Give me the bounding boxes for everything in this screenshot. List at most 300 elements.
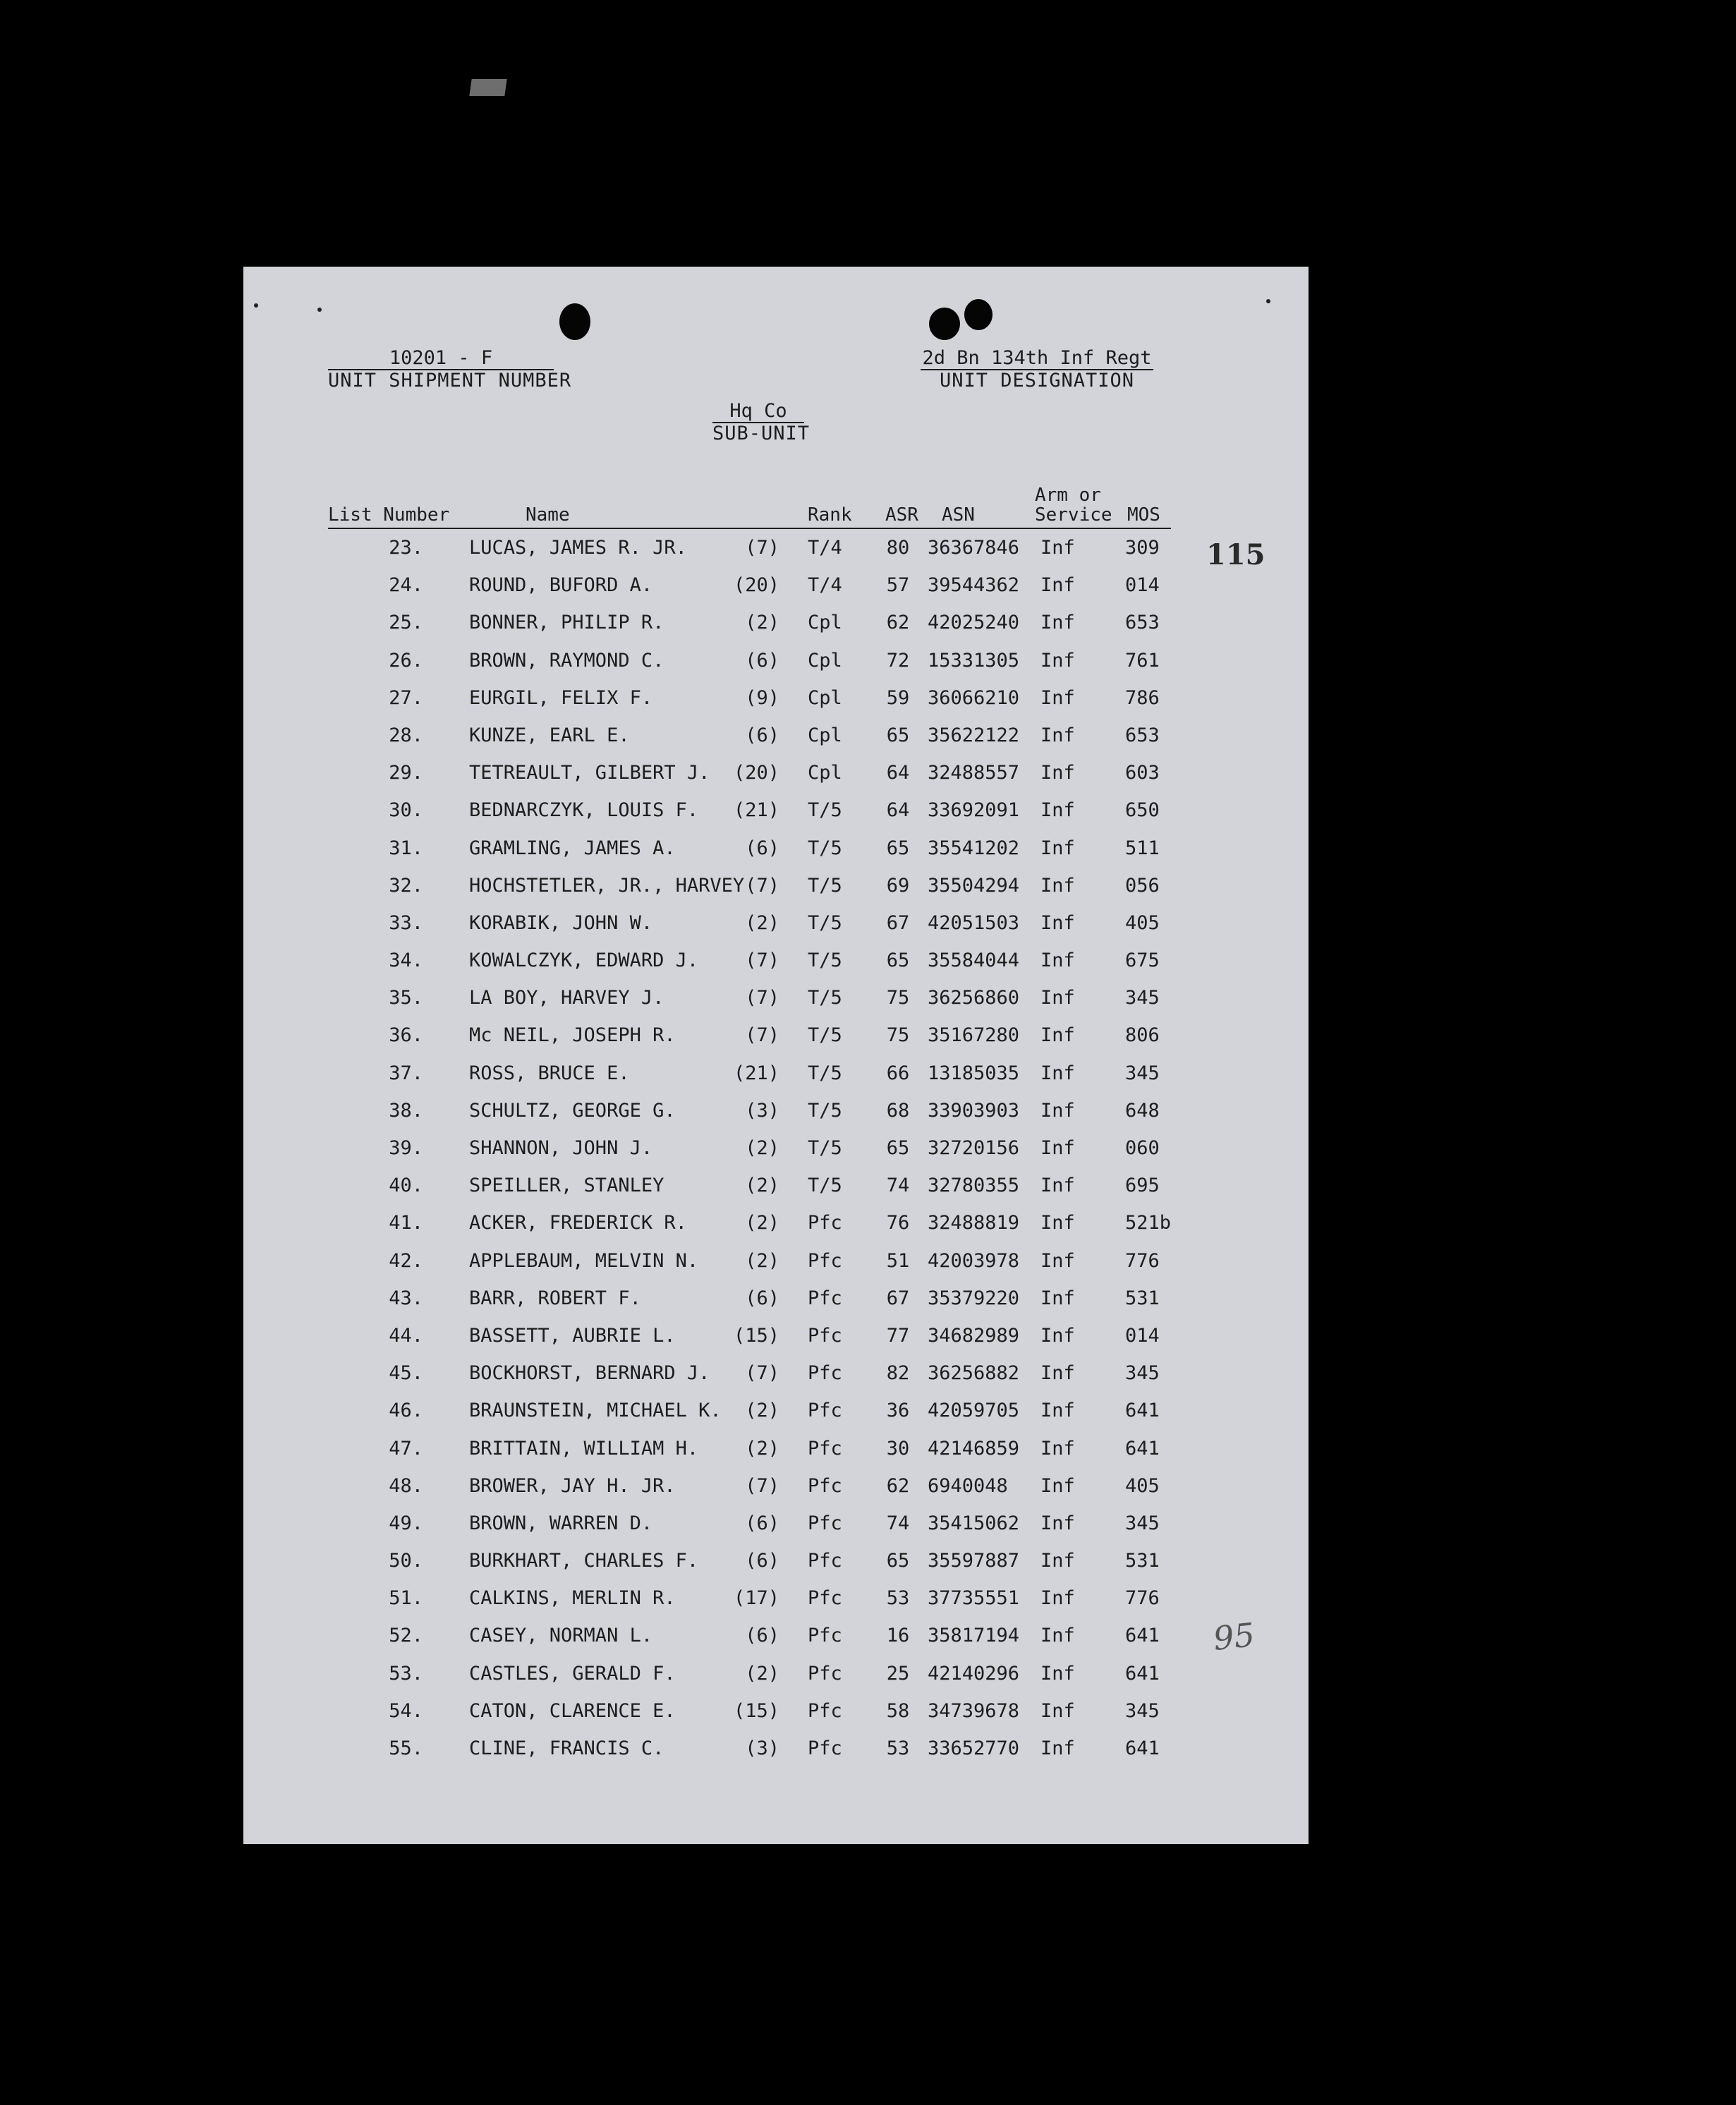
rank: Cpl [808, 612, 842, 634]
mos-code: 695 [1125, 1175, 1160, 1197]
serial-number: 35597887 [928, 1550, 1020, 1572]
mos-code: 531 [1125, 1287, 1160, 1309]
column-arm-line1: Arm or [1035, 485, 1101, 506]
serial-number: 42059705 [928, 1400, 1020, 1422]
list-number: 49. [389, 1512, 423, 1534]
list-number: 42. [389, 1249, 423, 1272]
asr-score: 74 [886, 1512, 910, 1534]
list-number: 43. [389, 1287, 423, 1309]
group-code: (21) [733, 1062, 779, 1084]
table-row [243, 979, 1309, 1017]
soldier-name: BROWER, JAY H. JR. [469, 1474, 676, 1497]
asr-score: 75 [886, 1024, 910, 1047]
asr-score: 66 [886, 1062, 910, 1084]
rank: Pfc [808, 1587, 842, 1610]
rank: T/5 [808, 1024, 842, 1047]
rank: Pfc [808, 1550, 842, 1572]
group-code: (2) [745, 1137, 779, 1159]
mos-code: 345 [1125, 1362, 1160, 1385]
arm-service: Inf [1040, 987, 1075, 1009]
group-code: (2) [745, 1662, 779, 1685]
soldier-name: LA BOY, HARVEY J. [469, 987, 664, 1009]
group-code: (20) [733, 762, 779, 784]
mos-code: 641 [1125, 1662, 1160, 1685]
table-row [243, 1617, 1309, 1654]
soldier-name: CATON, CLARENCE E. [469, 1699, 676, 1722]
rank: T/5 [808, 950, 842, 972]
table-row [243, 1317, 1309, 1354]
table-row [243, 867, 1309, 904]
rank: Pfc [808, 1287, 842, 1309]
serial-number: 36256860 [928, 987, 1020, 1009]
table-row [243, 717, 1309, 754]
serial-number: 32720156 [928, 1137, 1020, 1159]
asr-score: 62 [886, 1474, 910, 1497]
group-code: (2) [745, 1212, 779, 1235]
serial-number: 32488819 [928, 1212, 1020, 1235]
soldier-name: LUCAS, JAMES R. JR. [469, 537, 687, 559]
unit-designation-label: UNIT DESIGNATION [921, 369, 1153, 392]
handwritten-page-number: 95 [1211, 1615, 1257, 1658]
punch-hole-right-1 [929, 308, 960, 340]
soldier-name: BOCKHORST, BERNARD J. [469, 1362, 710, 1385]
arm-service: Inf [1040, 874, 1075, 897]
arm-service: Inf [1040, 1400, 1075, 1422]
speck [254, 303, 258, 308]
arm-service: Inf [1040, 1474, 1075, 1497]
group-code: (2) [745, 612, 779, 634]
arm-service: Inf [1040, 1662, 1075, 1685]
mos-code: 675 [1125, 950, 1160, 972]
list-number: 50. [389, 1550, 423, 1572]
mos-code: 641 [1125, 1625, 1160, 1647]
list-number: 28. [389, 724, 423, 746]
asr-score: 25 [886, 1662, 910, 1685]
serial-number: 35817194 [928, 1625, 1020, 1647]
table-row [243, 1692, 1309, 1730]
asr-score: 62 [886, 612, 910, 634]
asr-score: 69 [886, 874, 910, 897]
soldier-name: BASSETT, AUBRIE L. [469, 1324, 676, 1347]
arm-service: Inf [1040, 1587, 1075, 1610]
unit-designation-block [921, 348, 1153, 392]
list-number: 32. [389, 874, 423, 897]
soldier-name: SHANNON, JOHN J. [469, 1137, 653, 1159]
asr-score: 65 [886, 724, 910, 746]
list-number: 35. [389, 987, 423, 1009]
soldier-name: GRAMLING, JAMES A. [469, 837, 676, 859]
list-number: 24. [389, 574, 423, 597]
group-code: (7) [745, 1474, 779, 1497]
serial-number: 35415062 [928, 1512, 1020, 1534]
list-number: 47. [389, 1437, 423, 1460]
speck [317, 308, 322, 312]
mos-code: 776 [1125, 1249, 1160, 1272]
asr-score: 30 [886, 1437, 910, 1460]
asr-score: 77 [886, 1324, 910, 1347]
speck [1266, 299, 1270, 303]
asr-score: 74 [886, 1175, 910, 1197]
serial-number: 36256882 [928, 1362, 1020, 1385]
sub-unit: Hq Co [729, 400, 787, 422]
serial-number: 35541202 [928, 837, 1020, 859]
rank: Pfc [808, 1249, 842, 1272]
table-row [243, 1467, 1309, 1505]
mos-code: 761 [1125, 649, 1160, 672]
rank: Pfc [808, 1625, 842, 1647]
soldier-name: ACKER, FREDERICK R. [469, 1212, 687, 1235]
table-row [243, 1017, 1309, 1054]
arm-service: Inf [1040, 537, 1075, 559]
arm-service: Inf [1040, 1512, 1075, 1534]
serial-number: 42140296 [928, 1662, 1020, 1685]
rank: Pfc [808, 1362, 842, 1385]
rank: T/5 [808, 1137, 842, 1159]
rank: Cpl [808, 762, 842, 784]
mos-code: 653 [1125, 612, 1160, 634]
list-number: 23. [389, 537, 423, 559]
arm-service: Inf [1040, 837, 1075, 859]
arm-service: Inf [1040, 649, 1075, 672]
group-code: (6) [745, 1287, 779, 1309]
asr-score: 65 [886, 1550, 910, 1572]
group-code: (6) [745, 1512, 779, 1534]
rank: T/5 [808, 799, 842, 822]
soldier-name: BONNER, PHILIP R. [469, 612, 664, 634]
mos-code: 653 [1125, 724, 1160, 746]
soldier-name: KUNZE, EARL E. [469, 724, 630, 746]
table-row [243, 604, 1309, 641]
asr-score: 64 [886, 762, 910, 784]
mos-code: 641 [1125, 1400, 1160, 1422]
table-row [243, 566, 1309, 604]
rank: T/5 [808, 987, 842, 1009]
list-number: 48. [389, 1474, 423, 1497]
group-code: (17) [733, 1587, 779, 1610]
serial-number: 36367846 [928, 537, 1020, 559]
arm-service: Inf [1040, 574, 1075, 597]
asr-score: 53 [886, 1587, 910, 1610]
rank: Cpl [808, 686, 842, 709]
asr-score: 36 [886, 1400, 910, 1422]
serial-number: 36066210 [928, 686, 1020, 709]
soldier-name: BROWN, RAYMOND C. [469, 649, 664, 672]
mos-code: 405 [1125, 911, 1160, 934]
asr-score: 75 [886, 987, 910, 1009]
arm-service: Inf [1040, 799, 1075, 822]
mos-code: 521b [1125, 1212, 1172, 1235]
unit-designation: 2d Bn 134th Inf Regt [922, 347, 1152, 369]
table-row [243, 1242, 1309, 1280]
rank: T/5 [808, 1099, 842, 1122]
table-row [243, 830, 1309, 867]
asr-score: 64 [886, 799, 910, 822]
table-row [243, 1167, 1309, 1204]
soldier-name: CLINE, FRANCIS C. [469, 1737, 664, 1759]
serial-number: 32488557 [928, 762, 1020, 784]
group-code: (3) [745, 1099, 779, 1122]
list-number: 45. [389, 1362, 423, 1385]
asr-score: 65 [886, 837, 910, 859]
arm-service: Inf [1040, 1249, 1075, 1272]
list-number: 36. [389, 1024, 423, 1047]
rank: T/5 [808, 874, 842, 897]
serial-number: 33692091 [928, 799, 1020, 822]
soldier-name: CASEY, NORMAN L. [469, 1625, 653, 1647]
mos-code: 650 [1125, 799, 1160, 822]
soldier-name: CALKINS, MERLIN R. [469, 1587, 676, 1610]
list-number: 54. [389, 1699, 423, 1722]
asr-score: 67 [886, 1287, 910, 1309]
serial-number: 34682989 [928, 1324, 1020, 1347]
list-number: 33. [389, 911, 423, 934]
serial-number: 34739678 [928, 1699, 1020, 1722]
table-row [243, 1280, 1309, 1317]
list-number: 39. [389, 1137, 423, 1159]
group-code: (7) [745, 987, 779, 1009]
arm-service: Inf [1040, 1175, 1075, 1197]
list-number: 34. [389, 950, 423, 972]
list-number: 52. [389, 1625, 423, 1647]
table-row [243, 942, 1309, 979]
soldier-name: KOWALCZYK, EDWARD J. [469, 950, 699, 972]
sub-unit-block [712, 400, 811, 444]
rank: Pfc [808, 1737, 842, 1759]
arm-service: Inf [1040, 1737, 1075, 1759]
rank: Pfc [808, 1662, 842, 1685]
mos-code: 531 [1125, 1550, 1160, 1572]
arm-service: Inf [1040, 1062, 1075, 1084]
mos-code: 786 [1125, 686, 1160, 709]
column-asn: ASN [942, 504, 975, 526]
table-row [243, 1505, 1309, 1542]
serial-number: 35584044 [928, 950, 1020, 972]
mos-code: 014 [1125, 574, 1160, 597]
soldier-name: BURKHART, CHARLES F. [469, 1550, 699, 1572]
rank: Pfc [808, 1699, 842, 1722]
group-code: (7) [745, 1024, 779, 1047]
asr-score: 58 [886, 1699, 910, 1722]
serial-number: 42025240 [928, 612, 1020, 634]
group-code: (2) [745, 1175, 779, 1197]
rank: Pfc [808, 1212, 842, 1235]
rank: T/5 [808, 837, 842, 859]
arm-service: Inf [1040, 762, 1075, 784]
film-tab-mark [469, 79, 506, 96]
group-code: (7) [745, 874, 779, 897]
arm-service: Inf [1040, 1137, 1075, 1159]
rank: Cpl [808, 724, 842, 746]
mos-code: 056 [1125, 874, 1160, 897]
rank: T/5 [808, 911, 842, 934]
table-row [243, 904, 1309, 942]
serial-number: 39544362 [928, 574, 1020, 597]
arm-service: Inf [1040, 950, 1075, 972]
arm-service: Inf [1040, 1024, 1075, 1047]
list-number: 55. [389, 1737, 423, 1759]
table-row [243, 1542, 1309, 1579]
column-asr: ASR [885, 504, 918, 526]
column-name: Name [526, 504, 570, 526]
soldier-name: BRITTAIN, WILLIAM H. [469, 1437, 699, 1460]
soldier-name: BARR, ROBERT F. [469, 1287, 641, 1309]
mos-code: 603 [1125, 762, 1160, 784]
arm-service: Inf [1040, 1324, 1075, 1347]
asr-score: 51 [886, 1249, 910, 1272]
table-row [243, 1730, 1309, 1767]
arm-service: Inf [1040, 1287, 1075, 1309]
table-row [243, 1092, 1309, 1129]
serial-number: 35622122 [928, 724, 1020, 746]
rank: T/4 [808, 574, 842, 597]
punch-hole-right-2 [964, 299, 993, 330]
serial-number: 6940048 [928, 1474, 1008, 1497]
roster-page [243, 267, 1309, 1844]
list-number: 26. [389, 649, 423, 672]
mos-code: 309 [1125, 537, 1160, 559]
column-arm-line2: Service [1035, 504, 1112, 526]
serial-number: 13185035 [928, 1062, 1020, 1084]
unit-shipment-label: UNIT SHIPMENT NUMBER [328, 370, 572, 392]
unit-shipment-number: 10201 - F [389, 347, 493, 369]
serial-number: 35167280 [928, 1024, 1020, 1047]
group-code: (3) [745, 1737, 779, 1759]
soldier-name: SCHULTZ, GEORGE G. [469, 1099, 676, 1122]
group-code: (6) [745, 1550, 779, 1572]
serial-number: 33652770 [928, 1737, 1020, 1759]
serial-number: 42146859 [928, 1437, 1020, 1460]
rank: Pfc [808, 1474, 842, 1497]
soldier-name: BRAUNSTEIN, MICHAEL K. [469, 1400, 722, 1422]
group-code: (15) [733, 1324, 779, 1347]
mos-code: 345 [1125, 987, 1160, 1009]
group-code: (21) [733, 799, 779, 822]
serial-number: 33903903 [928, 1099, 1020, 1122]
soldier-name: BEDNARCZYK, LOUIS F. [469, 799, 699, 822]
list-number: 29. [389, 762, 423, 784]
serial-number: 35504294 [928, 874, 1020, 897]
roster-rows [243, 529, 1309, 1767]
table-row [243, 642, 1309, 679]
sub-unit-label: SUB-UNIT [712, 423, 811, 444]
asr-score: 76 [886, 1212, 910, 1235]
group-code: (6) [745, 724, 779, 746]
serial-number: 35379220 [928, 1287, 1020, 1309]
group-code: (2) [745, 1437, 779, 1460]
rank: Pfc [808, 1400, 842, 1422]
table-row [243, 529, 1309, 566]
list-number: 44. [389, 1324, 423, 1347]
list-number: 46. [389, 1400, 423, 1422]
mos-code: 806 [1125, 1024, 1160, 1047]
table-row [243, 1055, 1309, 1092]
mos-code: 776 [1125, 1587, 1160, 1610]
list-number: 30. [389, 799, 423, 822]
rank: Pfc [808, 1512, 842, 1534]
soldier-name: APPLEBAUM, MELVIN N. [469, 1249, 699, 1272]
group-code: (2) [745, 1400, 779, 1422]
arm-service: Inf [1040, 1099, 1075, 1122]
arm-service: Inf [1040, 1437, 1075, 1460]
rank: T/5 [808, 1062, 842, 1084]
asr-score: 82 [886, 1362, 910, 1385]
rank: T/4 [808, 537, 842, 559]
mos-code: 014 [1125, 1324, 1160, 1347]
table-row [243, 754, 1309, 791]
group-code: (6) [745, 837, 779, 859]
group-code: (20) [733, 574, 779, 597]
asr-score: 16 [886, 1625, 910, 1647]
soldier-name: BROWN, WARREN D. [469, 1512, 653, 1534]
group-code: (9) [745, 686, 779, 709]
asr-score: 67 [886, 911, 910, 934]
table-row [243, 679, 1309, 717]
arm-service: Inf [1040, 1625, 1075, 1647]
soldier-name: ROSS, BRUCE E. [469, 1062, 630, 1084]
group-code: (2) [745, 1249, 779, 1272]
mos-code: 511 [1125, 837, 1160, 859]
asr-score: 53 [886, 1737, 910, 1759]
serial-number: 42003978 [928, 1249, 1020, 1272]
column-rank: Rank [808, 504, 852, 526]
group-code: (6) [745, 1625, 779, 1647]
arm-service: Inf [1040, 1699, 1075, 1722]
mos-code: 405 [1125, 1474, 1160, 1497]
table-row [243, 1354, 1309, 1392]
soldier-name: SPEILLER, STANLEY [469, 1175, 664, 1197]
serial-number: 15331305 [928, 649, 1020, 672]
margin-number: 115 [1206, 538, 1265, 571]
group-code: (7) [745, 950, 779, 972]
list-number: 25. [389, 612, 423, 634]
group-code: (7) [745, 1362, 779, 1385]
asr-score: 65 [886, 950, 910, 972]
asr-score: 57 [886, 574, 910, 597]
list-number: 41. [389, 1212, 423, 1235]
group-code: (15) [733, 1699, 779, 1722]
soldier-name: KORABIK, JOHN W. [469, 911, 653, 934]
list-number: 27. [389, 686, 423, 709]
table-row [243, 1129, 1309, 1167]
arm-service: Inf [1040, 686, 1075, 709]
arm-service: Inf [1040, 911, 1075, 934]
rank: Pfc [808, 1437, 842, 1460]
soldier-name: TETREAULT, GILBERT J. [469, 762, 710, 784]
column-headers [328, 477, 1171, 529]
soldier-name: Mc NEIL, JOSEPH R. [469, 1024, 676, 1047]
mos-code: 345 [1125, 1512, 1160, 1534]
rank: T/5 [808, 1175, 842, 1197]
list-number: 37. [389, 1062, 423, 1084]
asr-score: 68 [886, 1099, 910, 1122]
asr-score: 59 [886, 686, 910, 709]
unit-shipment-block [328, 347, 572, 392]
group-code: (7) [745, 537, 779, 559]
list-number: 31. [389, 837, 423, 859]
table-row [243, 1655, 1309, 1692]
table-row [243, 1392, 1309, 1429]
arm-service: Inf [1040, 1550, 1075, 1572]
arm-service: Inf [1040, 1212, 1075, 1235]
table-row [243, 1430, 1309, 1467]
column-mos: MOS [1127, 504, 1160, 526]
mos-code: 641 [1125, 1437, 1160, 1460]
mos-code: 648 [1125, 1099, 1160, 1122]
soldier-name: EURGIL, FELIX F. [469, 686, 653, 709]
asr-score: 80 [886, 537, 910, 559]
rank: Cpl [808, 649, 842, 672]
rank: Pfc [808, 1324, 842, 1347]
